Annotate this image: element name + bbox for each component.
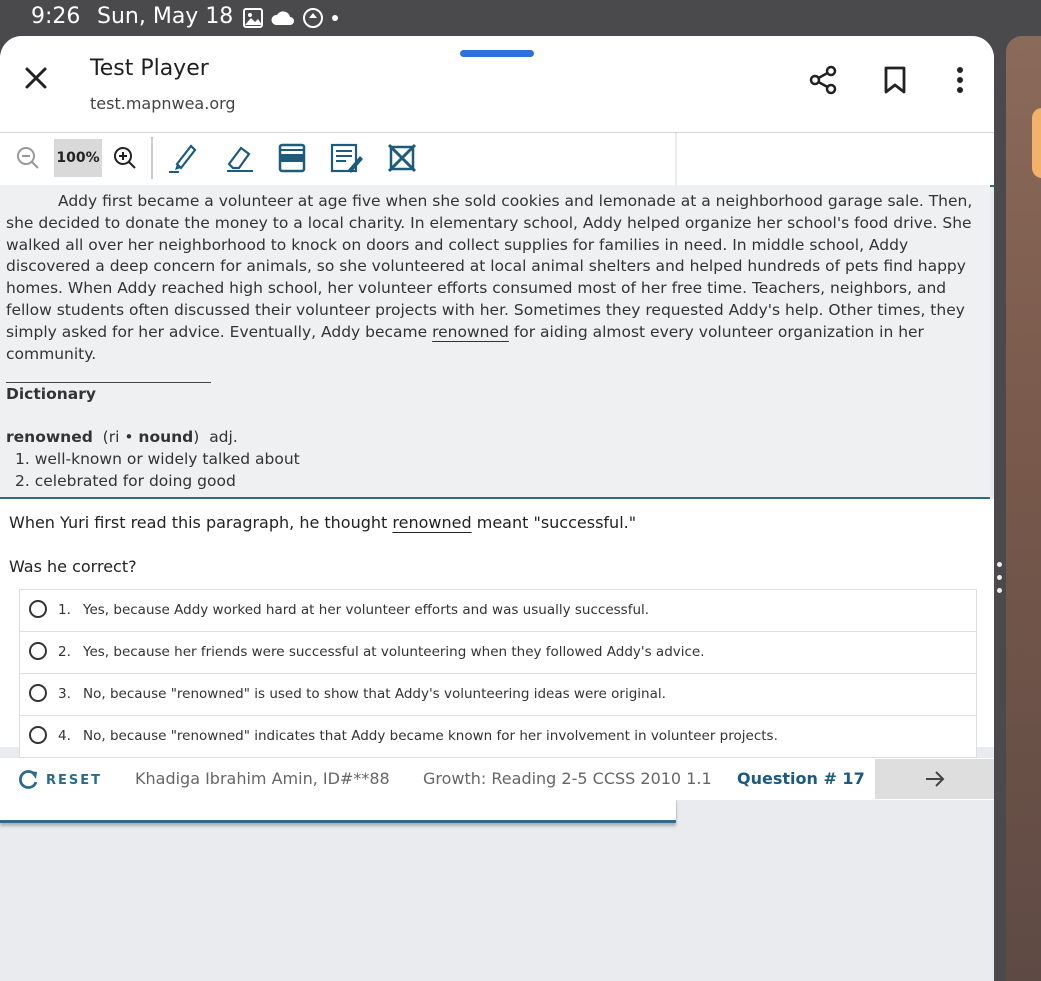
answer-text: Yes, because her friends were successful at volunteering when they followed Addy's advice.	[83, 644, 705, 660]
status-time: 9:26	[31, 4, 81, 29]
student-name: Khadiga Ibrahim Amin, ID#**88	[135, 769, 390, 788]
status-icons	[242, 7, 340, 29]
passage-text-end: for aiding almost every volunteer organization in her community.	[6, 322, 924, 363]
highlighter-icon	[167, 142, 199, 174]
zoom-out-icon	[15, 145, 41, 171]
answer-option-3[interactable]	[20, 674, 976, 716]
highlighter-button[interactable]	[166, 141, 200, 175]
question-number: Question # 17	[737, 769, 865, 788]
test-footer	[0, 758, 994, 800]
definition-2: 2. celebrated for doing good	[15, 472, 236, 490]
test-name: Growth: Reading 2-5 CCSS 2010 1.1	[423, 769, 712, 788]
cloud-icon	[270, 9, 296, 27]
drag-handle[interactable]	[460, 50, 534, 57]
status-date: Sun, May 18	[97, 4, 234, 29]
answer-number: 1.	[58, 602, 71, 618]
dictionary-entry	[6, 428, 238, 446]
arrow-right-icon	[923, 769, 947, 789]
zoom-in-button[interactable]	[108, 141, 142, 175]
radio-button[interactable]	[29, 642, 47, 660]
dot-icon	[330, 13, 340, 23]
eraser-icon	[223, 142, 255, 174]
pronunciation-close: )	[193, 428, 200, 446]
test-window-bottom	[0, 800, 676, 823]
answer-number: 3.	[58, 686, 71, 702]
pronunciation-stress: nound	[138, 428, 194, 446]
line-reader-icon	[277, 142, 307, 174]
close-icon[interactable]	[20, 62, 52, 94]
part-of-speech: adj.	[209, 428, 238, 446]
stem-text-end: meant "successful."	[476, 513, 637, 532]
more-options-icon[interactable]	[944, 64, 976, 96]
answer-number: 2.	[58, 644, 71, 660]
answer-text: No, because "renowned" is used to show that Addy's volunteering ideas were original.	[83, 686, 666, 702]
radio-button[interactable]	[29, 726, 47, 744]
gallery-icon	[242, 7, 264, 29]
radio-button[interactable]	[29, 684, 47, 702]
wallpaper-strip	[1006, 36, 1041, 981]
definition-1: 1. well-known or widely talked about	[15, 450, 300, 468]
passage-text: Addy first became a volunteer at age five when she sold cookies and lemonade at a neighborhood garage sale. Then, she decided to donate the money to a local charity. In elementary school, Addy helped organize her school's food drive. She walked all over her neighborhood to knock on doors and collect supplies for families in need. In middle school, Addy discovered a deep concern for animals, so she volunteered at local animal shelters and helped hundreds of pets find happy homes. When Addy reached high school, her volunteer efforts consumed most of her free time. Teachers, neighbors, and fellow students often discussed their volunteer projects with her. Sometimes they requested Addy's help. Other times, they simply asked for her advice. Eventually, Addy became	[6, 192, 973, 341]
question-panel	[0, 499, 994, 747]
answer-option-4[interactable]	[20, 716, 976, 758]
answer-list	[19, 589, 977, 758]
toolbar-divider	[151, 137, 153, 179]
reset-icon	[16, 768, 40, 792]
test-toolbar	[0, 132, 994, 187]
radio-button[interactable]	[29, 600, 47, 618]
status-bar	[0, 0, 1041, 36]
answer-option-2[interactable]	[20, 632, 976, 674]
page-title: Test Player	[90, 56, 209, 81]
browser-sheet	[0, 36, 994, 981]
split-handle[interactable]	[997, 562, 1003, 601]
page-url: test.mapnwea.org	[90, 94, 236, 113]
answer-eliminator-icon	[387, 143, 417, 173]
stem-underlined-word: renowned	[392, 513, 472, 532]
passage-paragraph	[6, 191, 984, 365]
answer-text: No, because "renowned" indicates that Addy became known for her involvement in volunteer projects.	[83, 728, 778, 744]
question-stem	[9, 513, 636, 532]
question-prompt: Was he correct?	[9, 557, 137, 576]
notepad-icon	[330, 142, 364, 174]
answer-option-1[interactable]	[20, 590, 976, 632]
answer-eliminator-button[interactable]	[385, 141, 419, 175]
next-button[interactable]	[875, 759, 994, 799]
zoom-in-icon	[112, 145, 138, 171]
notepad-button[interactable]	[330, 141, 364, 175]
sync-icon	[302, 7, 324, 29]
eraser-button[interactable]	[222, 141, 256, 175]
pronunciation-open: (ri •	[102, 428, 134, 446]
reading-passage	[0, 185, 990, 499]
bookmark-icon[interactable]	[879, 64, 911, 96]
dictionary-divider	[6, 382, 211, 383]
zoom-level: 100%	[54, 139, 102, 177]
answer-text: Yes, because Addy worked hard at her volunteer efforts and was usually successful.	[83, 602, 650, 618]
line-reader-button[interactable]	[275, 141, 309, 175]
dictionary-title: Dictionary	[6, 385, 96, 403]
stem-text: When Yuri first read this paragraph, he thought	[9, 513, 388, 532]
reset-label: RESET	[46, 772, 103, 788]
custom-tab-bar	[0, 36, 994, 132]
answer-number: 4.	[58, 728, 71, 744]
share-icon[interactable]	[807, 64, 839, 96]
underlined-word: renowned	[432, 322, 509, 341]
zoom-out-button[interactable]	[11, 141, 45, 175]
dictionary-word: renowned	[6, 428, 93, 446]
reset-button[interactable]	[16, 768, 102, 792]
